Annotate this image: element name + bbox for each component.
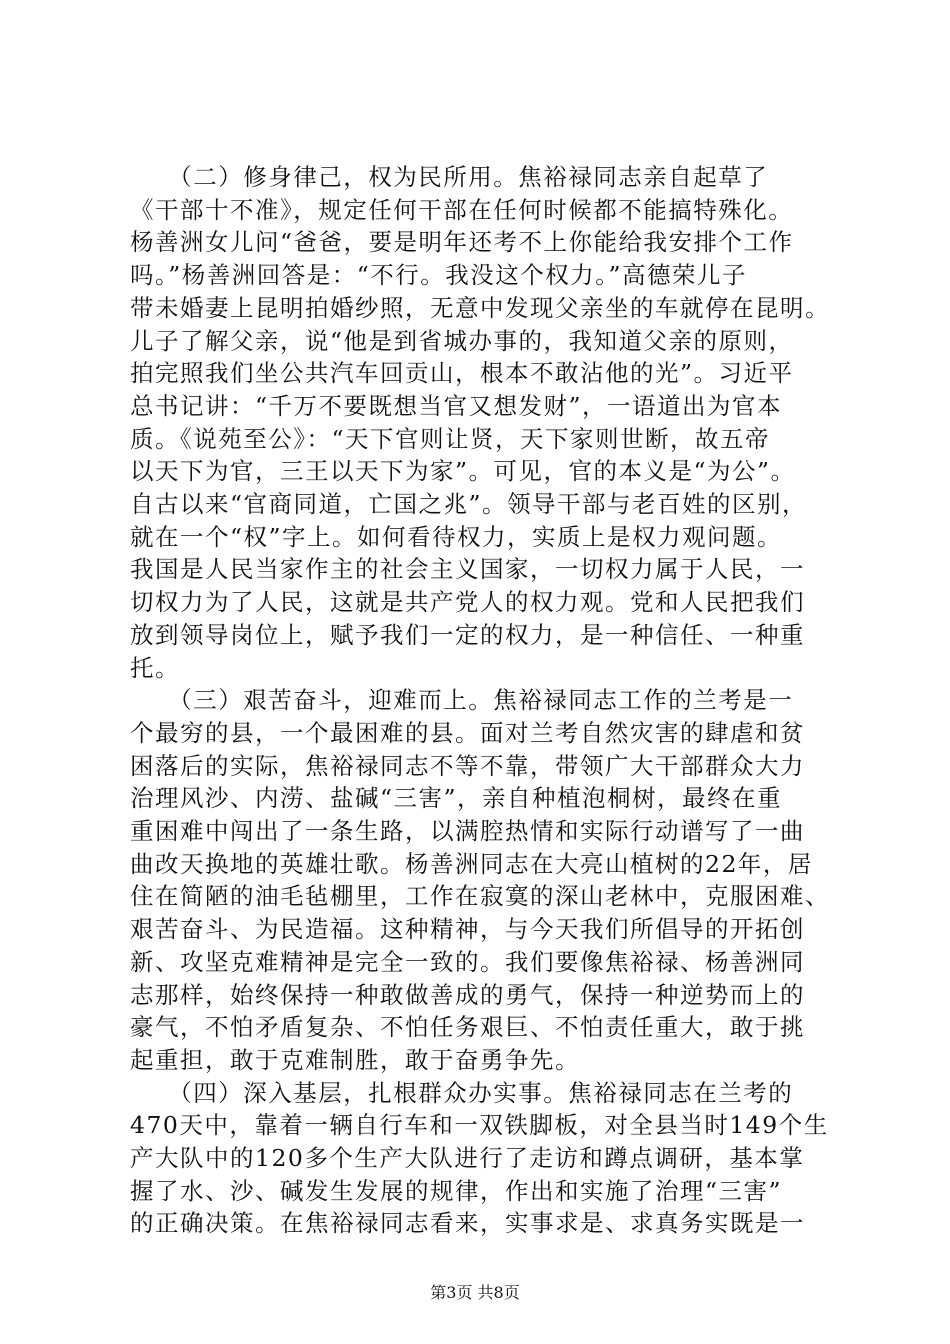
text-line: 带未婚妻上昆明拍婚纱照，无意中发现父亲坐的车就停在昆明。 (130, 293, 830, 322)
text-line: 放到领导岗位上，赋予我们一定的权力，是一种信任、一种重 (130, 620, 805, 649)
text-line: 产大队中的120多个生产大队进行了走访和蹲点调研，基本掌 (130, 1144, 805, 1172)
text-line: 自古以来“官商同道，亡国之兆”。领导干部与老百姓的区别， (130, 490, 808, 518)
text-line: （二）修身律己，权为民所用。焦裕禄同志亲自起草了 (130, 163, 769, 191)
text-line: 重困难中闯出了一条生路，以满腔热情和实际行动谱写了一曲 (130, 817, 805, 845)
text-line: 以天下为官，三王以天下为家”。可见，官的本义是“为公”。 (130, 457, 796, 486)
text-line: 就在一个“权”字上。如何看待权力，实质上是权力观问题。 (130, 522, 783, 551)
text-line: 拍完照我们坐公共汽车回贡山，根本不敢沾他的光”。习近平 (130, 359, 794, 388)
text-line: （四）深入基层，扎根群众办实事。焦裕禄同志在兰考的 (130, 1078, 794, 1107)
text-line: 起重担，敢于克难制胜，敢于奋勇争先。 (130, 1045, 580, 1074)
text-line: 个最穷的县，一个最困难的县。面对兰考自然灾害的肆虐和贫 (130, 718, 805, 747)
text-line: （三）艰苦奋斗，迎难而上。焦裕禄同志工作的兰考是一 (130, 686, 794, 715)
page-footer: 第3页 共8页 (430, 1283, 520, 1302)
text-line: 总书记讲：“千万不要既想当官又想发财”，一语道出为官本 (130, 391, 783, 420)
text-line: 吗。”杨善洲回答是：“不行。我没这个权力。”高德荣儿子 (130, 261, 748, 290)
text-line: 住在简陋的油毛毡棚里，工作在寂寞的深山老林中，克服困难、 (130, 882, 830, 911)
text-line: 治理风沙、内涝、盐碱“三害”，亲自种植泡桐树，最终在重 (130, 784, 783, 813)
text-line: 《干部十不准》，规定任何干部在任何时候都不能搞特殊化。 (130, 195, 794, 224)
text-line: 困落后的实际，焦裕禄同志不等不靠，带领广大干部群众大力 (130, 751, 805, 780)
text-line: 切权力为了人民，这就是共产党人的权力观。党和人民把我们 (130, 588, 805, 617)
text-line: 儿子了解父亲，说“他是到省城办事的，我知道父亲的原则， (130, 326, 794, 355)
text-line: 的正确决策。在焦裕禄同志看来，实事求是、求真务实既是一 (130, 1209, 805, 1238)
text-line: 豪气，不怕矛盾复杂、不怕任务艰巨、不怕责任重大，敢于挑 (130, 1013, 805, 1042)
text-line: 我国是人民当家作主的社会主义国家，一切权力属于人民，一 (130, 555, 805, 584)
text-line: 艰苦奋斗、为民造福。这种精神，与今天我们所倡导的开拓创 (130, 915, 805, 944)
text-line: 曲改天换地的英雄壮歌。杨善洲同志在大亮山植树的22年，居 (130, 849, 813, 878)
text-line: 质。《说苑至公》：“天下官则让贤，天下家则世断，故五帝 (130, 424, 771, 453)
text-line: 新、攻坚克难精神是完全一致的。我们要像焦裕禄、杨善洲同 (130, 947, 805, 976)
text-line: 握了水、沙、碱发生发展的规律，作出和实施了治理“三害” (130, 1176, 783, 1205)
text-line: 托。 (130, 653, 180, 682)
text-line: 470天中，靠着一辆自行车和一双铁脚板，对全县当时149个生 (130, 1111, 829, 1140)
text-line: 志那样，始终保持一种敢做善成的勇气，保持一种逆势而上的 (130, 980, 805, 1009)
text-line: 杨善洲女儿问“爸爸，要是明年还考不上你能给我安排个工作 (130, 228, 794, 257)
